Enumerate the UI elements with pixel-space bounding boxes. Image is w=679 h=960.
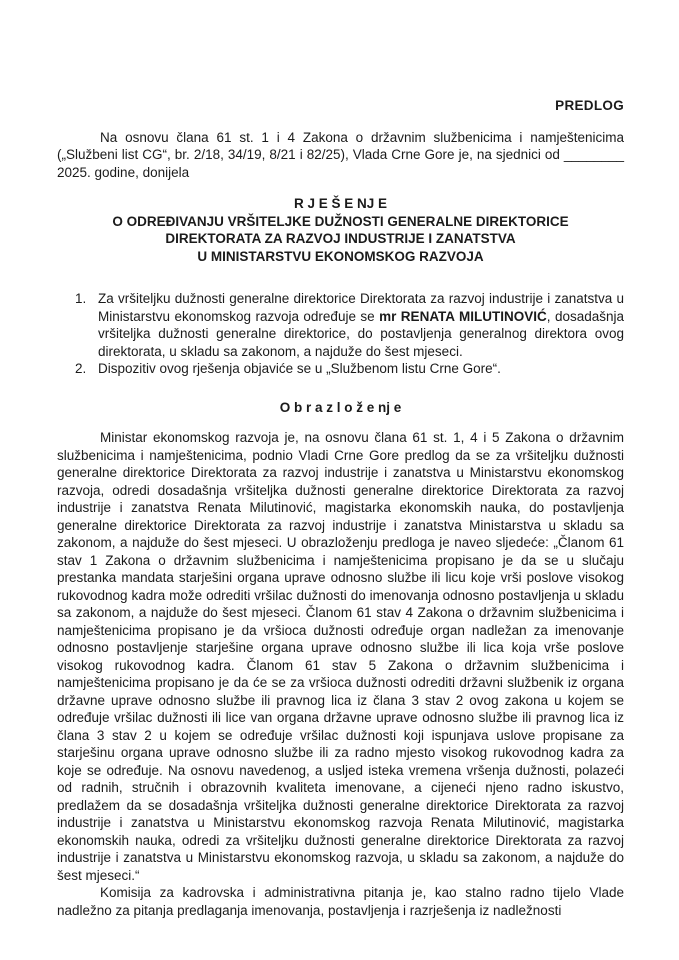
list-item-1-text-pre: Za vršiteljku dužnosti generalne direktorice Direktorata za razvoj industrije i zanatstva u Ministarstvu ekonomskog razvoja određuje se <box>98 291 624 324</box>
appointee-name: mr RENATA MILUTINOVIĆ <box>379 308 547 324</box>
title-line-3: DIREKTORATA ZA RAZVOJ INDUSTRIJE I ZANATSTVA <box>165 231 516 246</box>
document-label-predlog: PREDLOG <box>555 98 624 113</box>
title-line-4: U MINISTARSTVU EKONOMSKOG RAZVOJA <box>197 248 484 264</box>
explanation-paragraph-1: Ministar ekonomskog razvoja je, na osnovu člana 61 st. 1, 4 i 5 Zakona o državnim službenicima i namještenicima, podnio Vladi Crne Gore predlog da se za vršiteljku dužnosti generalne direktorice Direktorata za razvoj industrije i zanatstva u Ministarstvu ekonomskog razvoja, odredi dosadašnja vršiteljka dužnosti generalne direktorice Direktorata za razvoj industrije i zanatstva Renata Milutinović, magistarka ekonomskih nauka, do postavljenja generalne direktorice Direktorata za razvoj industrije i zanatstva Ministarstva u skladu sa zakonom, a najduže do šest mjeseci. U obrazloženju predloga je naveo sljedeće: „Članom 61 stav 1 Zakona o državnim službenicima i namještenicima propisano je da se u slučaju prestanka mandata starješini organa uprave odnosno službe ili licu koje vrši poslove visokog rukovodnog kadra može odrediti vršilac dužnosti do imenovanja odnosno postavljenja u skladu sa zakonom, a najduže do šest mjeseci. Članom 61 stav 4 Zakona o državnim službenicima i namještenicima propisano je da vršioca dužnosti određuje organ nadležan za imenovanje odnosno postavljenje starješine organa uprave odnosno službe ili lica koja vrše poslove visokog rukovodnog kadra. Članom 61 stav 5 Zakona o državnim službenicima i namještenicima propisano je da će se za vršioca dužnosti odrediti državni službenik iz organa državne uprave odnosno službe ili pravnog lica iz člana 3 stav 2 ovog zakona u kojem se određuje vršilac dužnosti ili lice van organa državne uprave odnosno službe ili pravnog lica iz člana 3 stav 2 u kojem se određuje vršilac dužnosti koji ispunjava uslove propisane za starješinu organa uprave odnosno službe ili za radno mjesto visokog rukovodnog kadra za koje se određuje. Na osnovu navedenog, a usljed isteka vremena vršenja dužnosti, polazeći od radnih, stručnih i obrazovnih kvaliteta imenovane, a cijeneći njeno radno iskustvo, predlažem da se dosadašnja vršiteljka dužnosti generalne direktorice Direktorata za razvoj industrije i zanatstva u Ministarstvu ekonomskog razvoja Renata Milutinović, magistarka ekonomskih nauka, odredi za vršiteljku dužnosti generalne direktorice Direktorata za razvoj industrije i zanatstva u Ministarstvu ekonomskog razvoja, u skladu sa zakonom, a najduže do šest mjeseci.“ <box>57 430 624 883</box>
title-line-1: R J E Š E NJ E <box>293 196 388 211</box>
list-item-1-number: 1. <box>75 291 87 306</box>
decision-items-list <box>57 290 624 378</box>
title-line-2: O ODREĐIVANJU VRŠITELJKE DUŽNOSTI GENERALNE DIREKTORICE <box>112 213 569 229</box>
list-item-1-text-post: , dosadašnja vršiteljka dužnosti generalne direktorice, do postavljenja generalnog direktora ovog direktorata, u skladu sa zakonom, a najduže do šest mjeseci. <box>98 308 625 359</box>
explanation-heading: O b r a z l o ž e nj e <box>279 399 402 415</box>
document-title <box>57 195 624 265</box>
list-item-2-text: Dispozitiv ovog rješenja objaviće se u „Službenom listu Crne Gore“. <box>98 361 501 376</box>
list-item-1 <box>57 290 624 360</box>
list-item-2 <box>57 360 624 378</box>
explanation-paragraph-2: Komisija za kadrovska i administrativna pitanja je, kao stalno radno tijelo Vlade nadležno za pitanja predlaganja imenovanja, postavljenja i razrješenja iz nadležnosti <box>57 885 624 918</box>
list-item-2-number: 2. <box>75 361 87 376</box>
list-item-1-text <box>98 290 624 360</box>
intro-paragraph: Na osnovu člana 61 st. 1 i 4 Zakona o državnim službenicima i namještenicima („Službeni list CG“, br. 2/18, 34/19, 8/21 i 82/25), Vlada Crne Gore je, na sjednici od ________ 2025. godine, donijela <box>57 129 624 180</box>
